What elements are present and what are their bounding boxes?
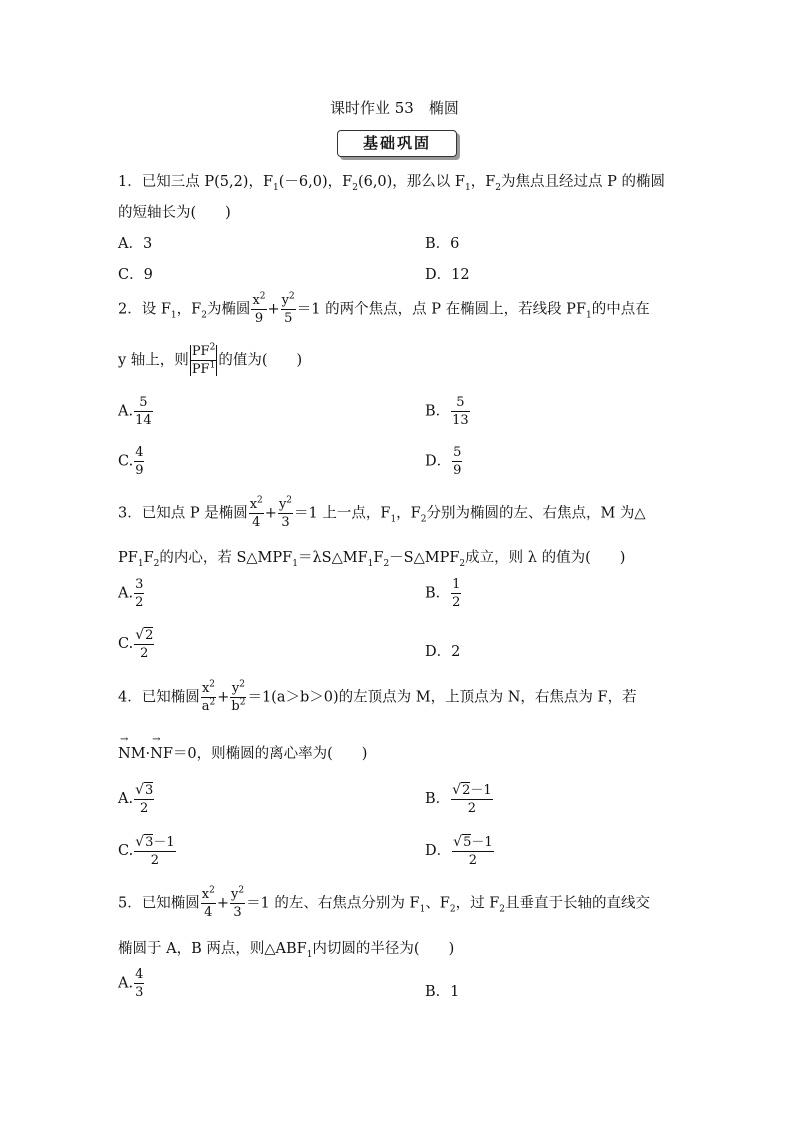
q4-option-a: A. $\frac{√3}{2}$ <box>118 782 154 816</box>
q1-option-a: A．3 <box>118 236 153 252</box>
q4-option-c: C. $\frac{√3-1}{2}$ <box>118 834 175 868</box>
question-2-line1: 2．设 $F_1$，$F_2$为椭圆 $\frac{x^2}{9}$ + $\frac{y^2}{5}$ ＝1 的两个焦点，点 P 在椭圆上，若线段 $PF_1$的中点在 <box>118 291 650 326</box>
q5-option-b: B．1 <box>425 984 460 1000</box>
question-3-line1: 3．已知点 P 是椭圆 $\frac{x^2}{4}$ + $\frac{y^2}{3}$ ＝1 上一点，$F_1$，$F_2$分别为椭圆的左、右焦点，M 为△ <box>118 495 646 530</box>
q1-option-b: B．6 <box>425 236 460 252</box>
q5-option-a: A. $\frac{4}{3}$ <box>118 967 144 1000</box>
question-2-line2: y 轴上，则 $\frac{PF^2}{PF^1}$ 的值为( ) <box>118 342 303 377</box>
q2-option-a: A. $\frac{5}{14}$ <box>118 395 152 428</box>
question-3-line2: $PF_1F_2$的内心，若 $S\triangle MPF_1=\lambda S\triangle MF_1F_2-S\triangle MPF_2$成立，则 λ 的值为( ) <box>118 550 626 569</box>
q3-option-a: A. $\frac{3}{2}$ <box>118 577 144 610</box>
q1-option-c: C．9 <box>118 267 153 283</box>
question-5-line1: 5．已知椭圆 $\frac{x^2}{4}$ + $\frac{y^2}{3}$ ＝1 的左、右焦点分别为 $F_1$、$F_2$，过 $F_2$且垂直于长轴的直线交 <box>118 885 651 920</box>
q2-option-d: D． $\frac{5}{9}$ <box>425 445 462 478</box>
q1-option-d: D．12 <box>425 267 470 283</box>
q4-option-b: B． $\frac{√2-1}{2}$ <box>425 782 492 816</box>
section-badge: 基础巩固 <box>337 130 457 157</box>
page-title: 课时作业 53 椭圆 <box>330 99 459 117</box>
question-4-line2: → NM·→ NF＝0，则椭圆的离心率为( ) <box>118 742 367 763</box>
q2-option-b: B． $\frac{5}{13}$ <box>425 395 469 428</box>
q3-option-c: C. $\frac{√2}{2}$ <box>118 627 154 661</box>
question-4-line1: 4．已知椭圆 $\frac{x^2}{a^2}$ + $\frac{y^2}{b^2}$ ＝1(a＞b＞0)的左顶点为 M，上顶点为 N，右焦点为 F，若 <box>118 679 637 714</box>
q4-option-d: D． $\frac{√5-1}{2}$ <box>425 834 493 868</box>
q3-option-d: D．2 <box>425 644 461 660</box>
question-1-line2: 的短轴长为( ) <box>118 205 231 221</box>
question-5-line2: 椭圆于 A，B 两点，则$\triangle ABF_1$内切圆的半径为( ) <box>118 941 455 960</box>
question-1-line1: 1．已知三点 P(5,2)，$F_1(-6,0)$，$F_2(6,0)$，那么以 $F_1$，$F_2$为焦点且经过点 P 的椭圆 <box>118 174 665 193</box>
q2-option-c: C. $\frac{4}{9}$ <box>118 445 144 478</box>
q3-option-b: B． $\frac{1}{2}$ <box>425 577 461 610</box>
